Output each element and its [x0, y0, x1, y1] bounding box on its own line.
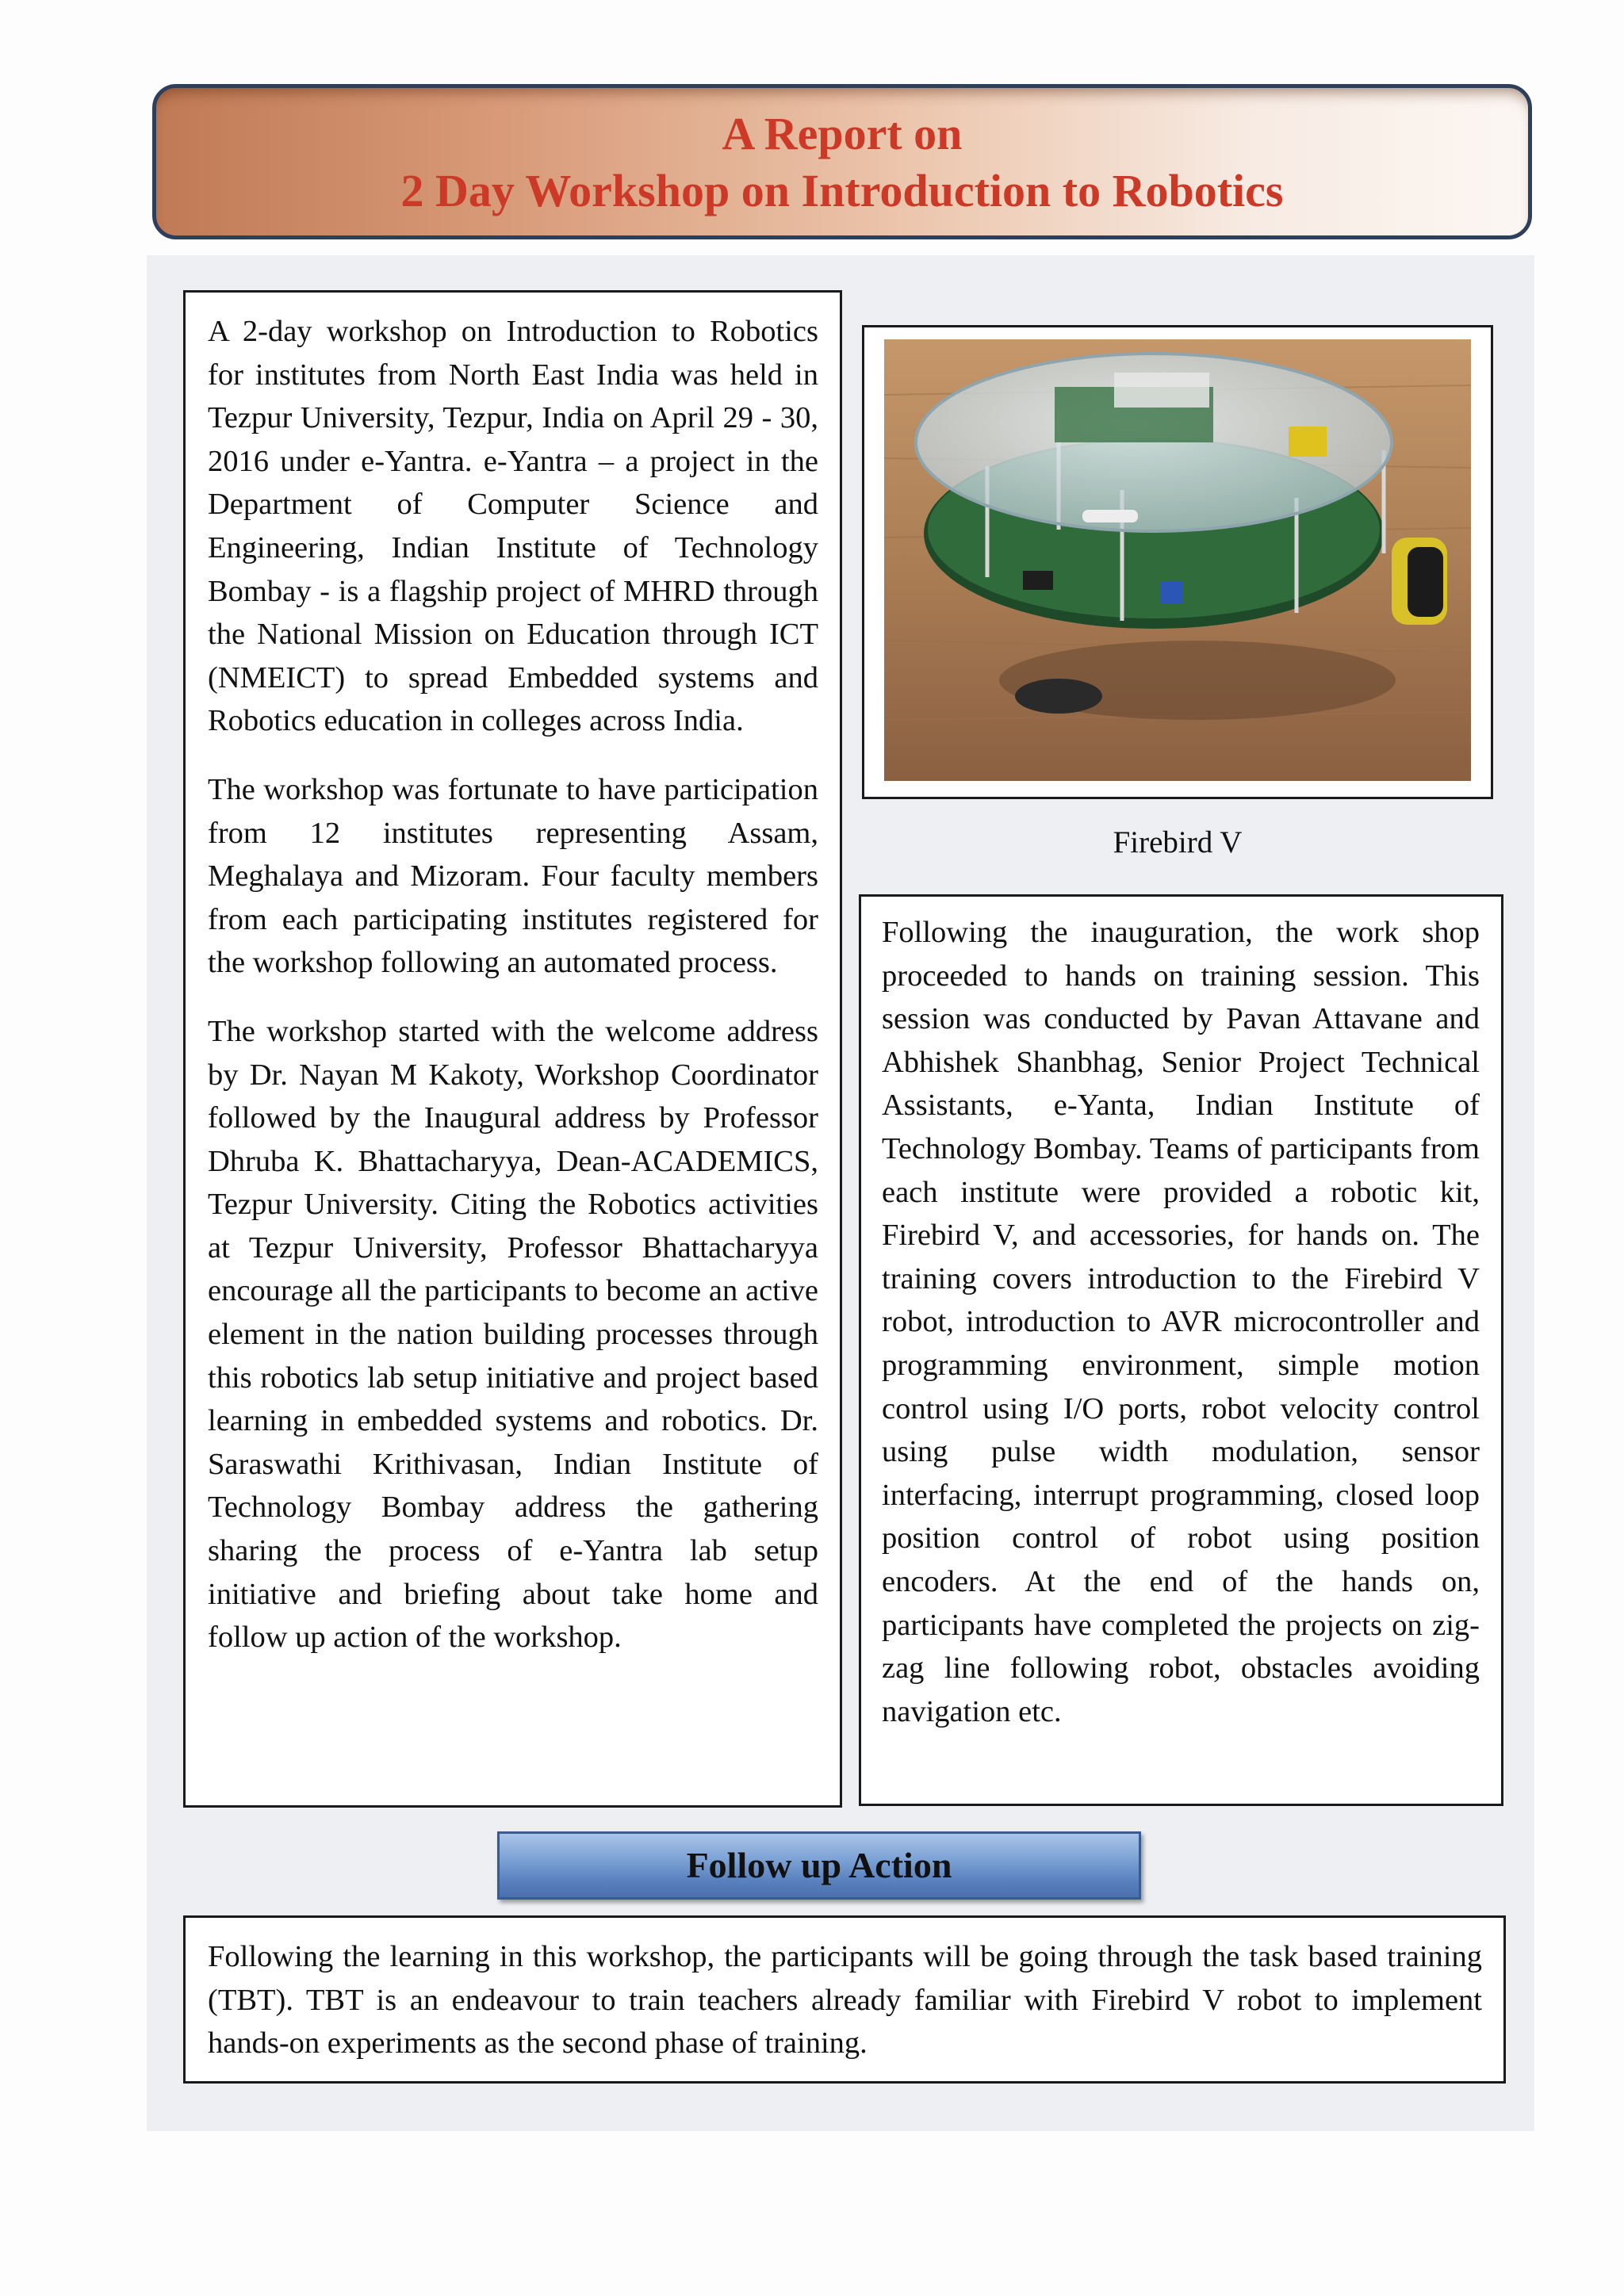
robot-photo-frame	[862, 325, 1493, 799]
report-title-line-1: A Report on	[722, 108, 963, 159]
follow-up-heading-banner	[497, 1831, 1141, 1900]
inauguration-paragraph: The workshop started with the welcome address by Dr. Nayan M Kakoty, Workshop Coordinator followed by the Inaugural address by Professor Dhruba K. Bhattacharyya, Dean-ACADEMICS, Tezpur University. Citing the Robotics activities at Tezpur University, Professor Bhattacharyya encourage all the participants to become an active element in the nation building processes through this robotics lab setup initiative and project based learning in embedded systems and robotics. Dr. Saraswathi Krithivasan, Indian Institute of Technology Bombay address the gathering sharing the process of e-Yantra lab setup initiative and briefing about take home and follow up action of the workshop.	[208, 1014, 818, 1655]
firebird-robot-photo	[884, 339, 1471, 781]
report-title-banner	[152, 84, 1532, 239]
follow-up-heading: Follow up Action	[686, 1845, 952, 1885]
follow-up-text-box	[183, 1915, 1506, 2084]
follow-up-paragraph: Following the learning in this workshop, the participants will be going through the task based training (TBT). TBT is an endeavour to train teachers already familiar with Firebird V robot to implement hands-on experiments as the second phase of training.	[208, 1940, 1482, 2061]
photo-caption: Firebird V	[1113, 825, 1243, 859]
report-title-line-2: 2 Day Workshop on Introduction to Robotics	[400, 165, 1284, 216]
participation-paragraph: The workshop was fortunate to have participation from 12 institutes representing Assam, Meghalaya and Mizoram. Four faculty members from each participating institutes registered for the workshop following an automated process.	[208, 772, 818, 980]
training-session-paragraph: Following the inauguration, the work shop proceeded to hands on training session. This session was conducted by Pavan Attavane and Abhishek Shanbhag, Senior Project Technical Assistants, e-Yanta, Indian Institute of Technology Bombay. Teams of participants from each institute were provided a robotic kit, Firebird V, and accessories, for hands on. The training covers introduction to the Firebird V robot, introduction to AVR microcontroller and programming environment, simple motion control using I/O ports, robot velocity control using pulse width modulation, sensor interfacing, interrupt programming, closed loop position control of robot using position encoders. At the end of the hands on, participants have completed the projects on zig-zag line following robot, obstacles avoiding navigation etc.	[882, 916, 1480, 1728]
training-session-text-box	[859, 894, 1503, 1806]
introduction-text-box	[183, 290, 842, 1808]
intro-paragraph: A 2-day workshop on Introduction to Robotics for institutes from North East India was held in Tezpur University, Tezpur, India on April 29 - 30, 2016 under e-Yantra. e-Yantra – a project in the Department of Computer Science and Engineering, Indian Institute of Technology Bombay - is a flagship project of MHRD through the National Mission on Education through ICT (NMEICT) to spread Embedded systems and Robotics education in colleges across India.	[208, 315, 818, 738]
